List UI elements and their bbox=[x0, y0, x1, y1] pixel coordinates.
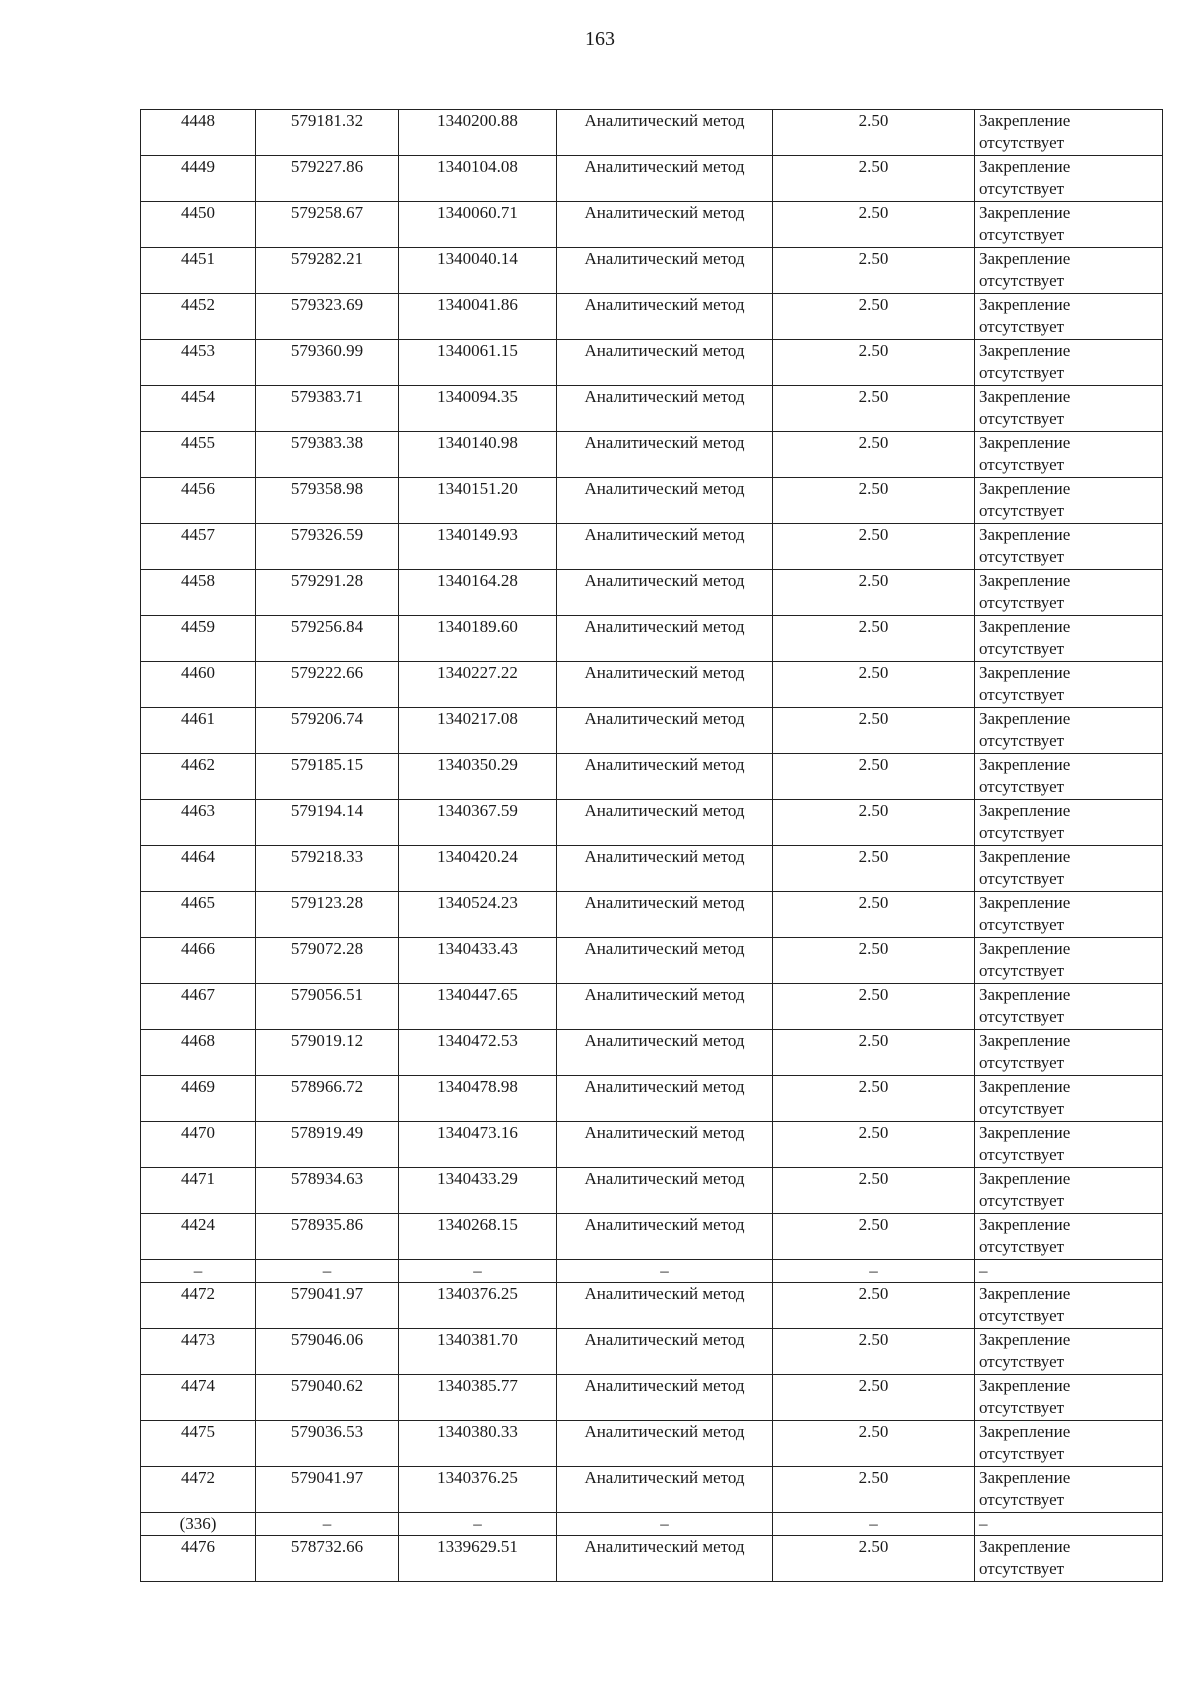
fixation-cell: Закрепление отсутствует bbox=[975, 754, 1163, 800]
table-row bbox=[141, 708, 1163, 754]
x-coordinate-cell: 579358.98 bbox=[256, 478, 399, 524]
fixation-cell: Закрепление отсутствует bbox=[975, 432, 1163, 478]
table-row bbox=[141, 1421, 1163, 1467]
x-coordinate-cell: 579206.74 bbox=[256, 708, 399, 754]
x-coordinate-cell: 579383.38 bbox=[256, 432, 399, 478]
y-coordinate-cell: 1340060.71 bbox=[399, 202, 557, 248]
accuracy-cell: – bbox=[773, 1260, 975, 1283]
method-cell: Аналитический метод bbox=[557, 156, 773, 202]
point-number-cell: 4470 bbox=[141, 1122, 256, 1168]
x-coordinate-cell: 579056.51 bbox=[256, 984, 399, 1030]
y-coordinate-cell: 1340041.86 bbox=[399, 294, 557, 340]
x-coordinate-cell: 579291.28 bbox=[256, 570, 399, 616]
y-coordinate-cell: 1340447.65 bbox=[399, 984, 557, 1030]
table-row bbox=[141, 432, 1163, 478]
point-number-cell: 4461 bbox=[141, 708, 256, 754]
point-number-cell: 4474 bbox=[141, 1375, 256, 1421]
y-coordinate-cell: 1340140.98 bbox=[399, 432, 557, 478]
y-coordinate-cell: 1340094.35 bbox=[399, 386, 557, 432]
x-coordinate-cell: 579360.99 bbox=[256, 340, 399, 386]
x-coordinate-cell: 578732.66 bbox=[256, 1536, 399, 1582]
x-coordinate-cell: 579046.06 bbox=[256, 1329, 399, 1375]
fixation-cell: Закрепление отсутствует bbox=[975, 1421, 1163, 1467]
x-coordinate-cell: 579323.69 bbox=[256, 294, 399, 340]
point-number-cell: 4472 bbox=[141, 1283, 256, 1329]
y-coordinate-cell: 1340381.70 bbox=[399, 1329, 557, 1375]
accuracy-cell: 2.50 bbox=[773, 1076, 975, 1122]
method-cell: Аналитический метод bbox=[557, 202, 773, 248]
method-cell: Аналитический метод bbox=[557, 1168, 773, 1214]
accuracy-cell: 2.50 bbox=[773, 662, 975, 708]
point-number-cell: 4450 bbox=[141, 202, 256, 248]
separator-row bbox=[141, 1513, 1163, 1536]
method-cell: Аналитический метод bbox=[557, 1329, 773, 1375]
y-coordinate-cell: 1340040.14 bbox=[399, 248, 557, 294]
method-cell: Аналитический метод bbox=[557, 524, 773, 570]
fixation-cell: Закрепление отсутствует bbox=[975, 524, 1163, 570]
fixation-cell: Закрепление отсутствует bbox=[975, 708, 1163, 754]
fixation-cell: Закрепление отсутствует bbox=[975, 1375, 1163, 1421]
method-cell: Аналитический метод bbox=[557, 616, 773, 662]
table-row bbox=[141, 1076, 1163, 1122]
method-cell: Аналитический метод bbox=[557, 754, 773, 800]
y-coordinate-cell: 1340478.98 bbox=[399, 1076, 557, 1122]
y-coordinate-cell: 1340472.53 bbox=[399, 1030, 557, 1076]
fixation-cell: Закрепление отсутствует bbox=[975, 938, 1163, 984]
table-row bbox=[141, 386, 1163, 432]
y-coordinate-cell: 1340151.20 bbox=[399, 478, 557, 524]
accuracy-cell: 2.50 bbox=[773, 432, 975, 478]
method-cell: Аналитический метод bbox=[557, 662, 773, 708]
page-number: 163 bbox=[585, 28, 615, 50]
fixation-cell: Закрепление отсутствует bbox=[975, 340, 1163, 386]
point-number-cell: 4464 bbox=[141, 846, 256, 892]
y-coordinate-cell: 1340061.15 bbox=[399, 340, 557, 386]
method-cell: Аналитический метод bbox=[557, 386, 773, 432]
y-coordinate-cell: 1340189.60 bbox=[399, 616, 557, 662]
method-cell: Аналитический метод bbox=[557, 846, 773, 892]
method-cell: Аналитический метод bbox=[557, 708, 773, 754]
accuracy-cell: 2.50 bbox=[773, 524, 975, 570]
fixation-cell: Закрепление отсутствует bbox=[975, 616, 1163, 662]
accuracy-cell: 2.50 bbox=[773, 570, 975, 616]
x-coordinate-cell: 579256.84 bbox=[256, 616, 399, 662]
point-number-cell: 4467 bbox=[141, 984, 256, 1030]
x-coordinate-cell: 579258.67 bbox=[256, 202, 399, 248]
method-cell: Аналитический метод bbox=[557, 938, 773, 984]
fixation-cell: Закрепление отсутствует bbox=[975, 248, 1163, 294]
x-coordinate-cell: 578934.63 bbox=[256, 1168, 399, 1214]
method-cell: Аналитический метод bbox=[557, 478, 773, 524]
table-row bbox=[141, 248, 1163, 294]
accuracy-cell: 2.50 bbox=[773, 616, 975, 662]
point-number-cell: – bbox=[141, 1260, 256, 1283]
x-coordinate-cell: 579036.53 bbox=[256, 1421, 399, 1467]
point-number-cell: 4455 bbox=[141, 432, 256, 478]
accuracy-cell: 2.50 bbox=[773, 800, 975, 846]
y-coordinate-cell: 1340104.08 bbox=[399, 156, 557, 202]
y-coordinate-cell: 1340420.24 bbox=[399, 846, 557, 892]
fixation-cell: Закрепление отсутствует bbox=[975, 984, 1163, 1030]
accuracy-cell: 2.50 bbox=[773, 294, 975, 340]
method-cell: Аналитический метод bbox=[557, 110, 773, 156]
fixation-cell: Закрепление отсутствует bbox=[975, 478, 1163, 524]
x-coordinate-cell: 579040.62 bbox=[256, 1375, 399, 1421]
table-row bbox=[141, 892, 1163, 938]
method-cell: Аналитический метод bbox=[557, 1536, 773, 1582]
point-number-cell: 4460 bbox=[141, 662, 256, 708]
table-row bbox=[141, 294, 1163, 340]
fixation-cell: Закрепление отсутствует bbox=[975, 800, 1163, 846]
x-coordinate-cell: 579383.71 bbox=[256, 386, 399, 432]
x-coordinate-cell: 579181.32 bbox=[256, 110, 399, 156]
x-coordinate-cell: – bbox=[256, 1260, 399, 1283]
table-row bbox=[141, 1030, 1163, 1076]
table-row bbox=[141, 1375, 1163, 1421]
point-number-cell: 4453 bbox=[141, 340, 256, 386]
point-number-cell: 4466 bbox=[141, 938, 256, 984]
table-row bbox=[141, 1168, 1163, 1214]
fixation-cell: Закрепление отсутствует bbox=[975, 1168, 1163, 1214]
point-number-cell: 4458 bbox=[141, 570, 256, 616]
point-number-cell: 4456 bbox=[141, 478, 256, 524]
y-coordinate-cell: 1340200.88 bbox=[399, 110, 557, 156]
accuracy-cell: 2.50 bbox=[773, 1467, 975, 1513]
point-number-cell: 4448 bbox=[141, 110, 256, 156]
table-row bbox=[141, 202, 1163, 248]
table-row bbox=[141, 1283, 1163, 1329]
coordinates-table bbox=[140, 109, 1163, 1582]
method-cell: Аналитический метод bbox=[557, 892, 773, 938]
point-number-cell: 4424 bbox=[141, 1214, 256, 1260]
y-coordinate-cell: 1340433.29 bbox=[399, 1168, 557, 1214]
x-coordinate-cell: 578935.86 bbox=[256, 1214, 399, 1260]
fixation-cell: Закрепление отсутствует bbox=[975, 1122, 1163, 1168]
accuracy-cell: 2.50 bbox=[773, 846, 975, 892]
fixation-cell: Закрепление отсутствует bbox=[975, 110, 1163, 156]
accuracy-cell: 2.50 bbox=[773, 1536, 975, 1582]
table-row bbox=[141, 110, 1163, 156]
y-coordinate-cell: 1340227.22 bbox=[399, 662, 557, 708]
method-cell: Аналитический метод bbox=[557, 1122, 773, 1168]
accuracy-cell: 2.50 bbox=[773, 1030, 975, 1076]
point-number-cell: 4476 bbox=[141, 1536, 256, 1582]
y-coordinate-cell: 1340268.15 bbox=[399, 1214, 557, 1260]
method-cell: Аналитический метод bbox=[557, 1467, 773, 1513]
x-coordinate-cell: 579222.66 bbox=[256, 662, 399, 708]
x-coordinate-cell: – bbox=[256, 1513, 399, 1536]
point-number-cell: 4452 bbox=[141, 294, 256, 340]
table-row bbox=[141, 1122, 1163, 1168]
method-cell: Аналитический метод bbox=[557, 984, 773, 1030]
table-row bbox=[141, 340, 1163, 386]
fixation-cell: Закрепление отсутствует bbox=[975, 570, 1163, 616]
accuracy-cell: 2.50 bbox=[773, 1214, 975, 1260]
y-coordinate-cell: 1340473.16 bbox=[399, 1122, 557, 1168]
separator-row bbox=[141, 1260, 1163, 1283]
accuracy-cell: 2.50 bbox=[773, 1168, 975, 1214]
point-number-cell: 4465 bbox=[141, 892, 256, 938]
point-number-cell: 4469 bbox=[141, 1076, 256, 1122]
y-coordinate-cell: – bbox=[399, 1513, 557, 1536]
accuracy-cell: 2.50 bbox=[773, 156, 975, 202]
y-coordinate-cell: – bbox=[399, 1260, 557, 1283]
accuracy-cell: 2.50 bbox=[773, 110, 975, 156]
table-row bbox=[141, 754, 1163, 800]
fixation-cell: Закрепление отсутствует bbox=[975, 662, 1163, 708]
table-row bbox=[141, 662, 1163, 708]
accuracy-cell: 2.50 bbox=[773, 202, 975, 248]
point-number-cell: 4471 bbox=[141, 1168, 256, 1214]
accuracy-cell: 2.50 bbox=[773, 386, 975, 432]
y-coordinate-cell: 1340380.33 bbox=[399, 1421, 557, 1467]
x-coordinate-cell: 579227.86 bbox=[256, 156, 399, 202]
x-coordinate-cell: 579041.97 bbox=[256, 1283, 399, 1329]
method-cell: Аналитический метод bbox=[557, 340, 773, 386]
point-number-cell: 4454 bbox=[141, 386, 256, 432]
point-number-cell: 4449 bbox=[141, 156, 256, 202]
point-number-cell: 4463 bbox=[141, 800, 256, 846]
table-row bbox=[141, 524, 1163, 570]
method-cell: Аналитический метод bbox=[557, 294, 773, 340]
point-number-cell: 4459 bbox=[141, 616, 256, 662]
y-coordinate-cell: 1340217.08 bbox=[399, 708, 557, 754]
point-number-cell: 4475 bbox=[141, 1421, 256, 1467]
fixation-cell: Закрепление отсутствует bbox=[975, 294, 1163, 340]
x-coordinate-cell: 579326.59 bbox=[256, 524, 399, 570]
fixation-cell: Закрепление отсутствует bbox=[975, 1536, 1163, 1582]
fixation-cell: Закрепление отсутствует bbox=[975, 892, 1163, 938]
point-number-cell: 4473 bbox=[141, 1329, 256, 1375]
x-coordinate-cell: 579123.28 bbox=[256, 892, 399, 938]
accuracy-cell: 2.50 bbox=[773, 248, 975, 294]
method-cell: Аналитический метод bbox=[557, 248, 773, 294]
method-cell: Аналитический метод bbox=[557, 800, 773, 846]
method-cell: Аналитический метод bbox=[557, 1283, 773, 1329]
point-number-cell: 4472 bbox=[141, 1467, 256, 1513]
accuracy-cell: 2.50 bbox=[773, 340, 975, 386]
table-row bbox=[141, 1214, 1163, 1260]
y-coordinate-cell: 1340433.43 bbox=[399, 938, 557, 984]
y-coordinate-cell: 1340385.77 bbox=[399, 1375, 557, 1421]
table-row bbox=[141, 846, 1163, 892]
accuracy-cell: – bbox=[773, 1513, 975, 1536]
point-number-cell: 4468 bbox=[141, 1030, 256, 1076]
y-coordinate-cell: 1340149.93 bbox=[399, 524, 557, 570]
accuracy-cell: 2.50 bbox=[773, 984, 975, 1030]
y-coordinate-cell: 1340376.25 bbox=[399, 1283, 557, 1329]
method-cell: Аналитический метод bbox=[557, 432, 773, 478]
fixation-cell: Закрепление отсутствует bbox=[975, 1329, 1163, 1375]
x-coordinate-cell: 579041.97 bbox=[256, 1467, 399, 1513]
accuracy-cell: 2.50 bbox=[773, 708, 975, 754]
fixation-cell: – bbox=[975, 1260, 1163, 1283]
fixation-cell: Закрепление отсутствует bbox=[975, 1030, 1163, 1076]
fixation-cell: Закрепление отсутствует bbox=[975, 1467, 1163, 1513]
table-row bbox=[141, 1329, 1163, 1375]
table-row bbox=[141, 1536, 1163, 1582]
table-row bbox=[141, 984, 1163, 1030]
method-cell: Аналитический метод bbox=[557, 1421, 773, 1467]
point-number-cell: 4457 bbox=[141, 524, 256, 570]
accuracy-cell: 2.50 bbox=[773, 1122, 975, 1168]
accuracy-cell: 2.50 bbox=[773, 1421, 975, 1467]
accuracy-cell: 2.50 bbox=[773, 1329, 975, 1375]
accuracy-cell: 2.50 bbox=[773, 892, 975, 938]
point-number-cell: 4451 bbox=[141, 248, 256, 294]
x-coordinate-cell: 579072.28 bbox=[256, 938, 399, 984]
accuracy-cell: 2.50 bbox=[773, 754, 975, 800]
x-coordinate-cell: 579185.15 bbox=[256, 754, 399, 800]
y-coordinate-cell: 1340164.28 bbox=[399, 570, 557, 616]
table-row bbox=[141, 478, 1163, 524]
fixation-cell: Закрепление отсутствует bbox=[975, 1214, 1163, 1260]
method-cell: Аналитический метод bbox=[557, 1076, 773, 1122]
table-row bbox=[141, 616, 1163, 662]
y-coordinate-cell: 1340367.59 bbox=[399, 800, 557, 846]
x-coordinate-cell: 579218.33 bbox=[256, 846, 399, 892]
fixation-cell: Закрепление отсутствует bbox=[975, 202, 1163, 248]
fixation-cell: Закрепление отсутствует bbox=[975, 1076, 1163, 1122]
y-coordinate-cell: 1339629.51 bbox=[399, 1536, 557, 1582]
method-cell: – bbox=[557, 1260, 773, 1283]
method-cell: Аналитический метод bbox=[557, 1375, 773, 1421]
table-row bbox=[141, 156, 1163, 202]
x-coordinate-cell: 578966.72 bbox=[256, 1076, 399, 1122]
table-row bbox=[141, 800, 1163, 846]
y-coordinate-cell: 1340524.23 bbox=[399, 892, 557, 938]
x-coordinate-cell: 579019.12 bbox=[256, 1030, 399, 1076]
x-coordinate-cell: 579282.21 bbox=[256, 248, 399, 294]
fixation-cell: Закрепление отсутствует bbox=[975, 846, 1163, 892]
method-cell: – bbox=[557, 1513, 773, 1536]
method-cell: Аналитический метод bbox=[557, 570, 773, 616]
y-coordinate-cell: 1340350.29 bbox=[399, 754, 557, 800]
fixation-cell: Закрепление отсутствует bbox=[975, 386, 1163, 432]
fixation-cell: – bbox=[975, 1513, 1163, 1536]
accuracy-cell: 2.50 bbox=[773, 478, 975, 524]
accuracy-cell: 2.50 bbox=[773, 938, 975, 984]
table-row bbox=[141, 570, 1163, 616]
x-coordinate-cell: 578919.49 bbox=[256, 1122, 399, 1168]
y-coordinate-cell: 1340376.25 bbox=[399, 1467, 557, 1513]
accuracy-cell: 2.50 bbox=[773, 1283, 975, 1329]
x-coordinate-cell: 579194.14 bbox=[256, 800, 399, 846]
coordinates-table-body bbox=[141, 110, 1163, 1582]
method-cell: Аналитический метод bbox=[557, 1030, 773, 1076]
point-number-cell: 4462 bbox=[141, 754, 256, 800]
table-row bbox=[141, 938, 1163, 984]
fixation-cell: Закрепление отсутствует bbox=[975, 1283, 1163, 1329]
fixation-cell: Закрепление отсутствует bbox=[975, 156, 1163, 202]
table-row bbox=[141, 1467, 1163, 1513]
method-cell: Аналитический метод bbox=[557, 1214, 773, 1260]
point-number-cell: (336) bbox=[141, 1513, 256, 1536]
accuracy-cell: 2.50 bbox=[773, 1375, 975, 1421]
